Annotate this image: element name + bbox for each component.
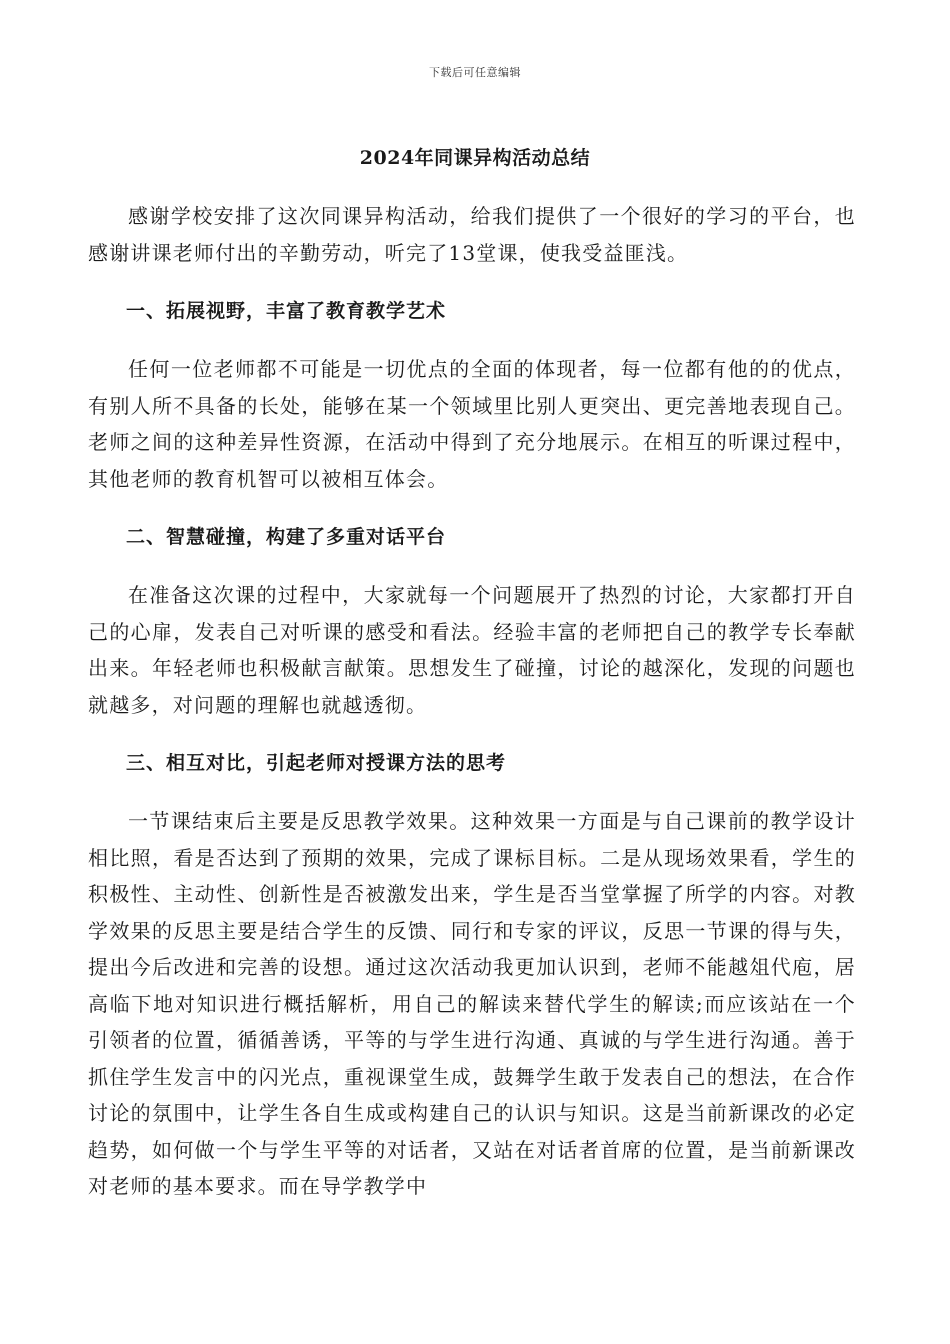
- intro-paragraph: 感谢学校安排了这次同课异构活动，给我们提供了一个很好的学习的平台，也感谢讲课老师付出的辛勤劳动，听完了13堂课，使我受益匪浅。: [88, 204, 856, 265]
- section-body-1: 任何一位老师都不可能是一切优点的全面的体现者，每一位都有他的的优点，有别人所不具备的长处，能够在某一个领域里比别人更突出、更完善地表现自己。老师之间的这种差异性资源，在活动中得到了充分地展示。在相互的听课过程中，其他老师的教育机智可以被相互体会。: [88, 357, 856, 491]
- section-heading-1: 一、拓展视野，丰富了教育教学艺术: [126, 300, 447, 322]
- header-note: 下载后可任意编辑: [429, 66, 521, 79]
- section-body-2: 在准备这次课的过程中，大家就每一个问题展开了热烈的讨论，大家都打开自己的心扉，发表自己对听课的感受和看法。经验丰富的老师把自己的教学专长奉献出来。年轻老师也积极献言献策。思想发生了碰撞，讨论的越深化，发现的问题也就越多，对问题的理解也就越透彻。: [88, 583, 856, 717]
- section-body-3: 一节课结束后主要是反思教学效果。这种效果一方面是与自己课前的教学设计相比照，看是否达到了预期的效果，完成了课标目标。二是从现场效果看，学生的积极性、主动性、创新性是否被激发出来，学生是否当堂掌握了所学的内容。对教学效果的反思主要是结合学生的反馈、同行和专家的评议，反思一节课的得与失，提出今后改进和完善的设想。通过这次活动我更加认识到，老师不能越俎代庖，居高临下地对知识进行概括解析，用自己的解读来替代学生的解读;而应该站在一个引领者的位置，循循善诱，平等的与学生进行沟通、真诚的与学生进行沟通。善于抓住学生发言中的闪光点，重视课堂生成，鼓舞学生敢于发表自己的想法，在合作讨论的氛围中，让学生各自生成或构建自己的认识与知识。这是当前新课改的必定趋势，如何做一个与学生平等的对话者，又站在对话者首席的位置，是当前新课改对老师的基本要求。而在导学教学中: [88, 809, 856, 1198]
- section-heading-3: 三、相互对比，引起老师对授课方法的思考: [126, 752, 507, 774]
- document-body: [88, 198, 856, 1205]
- section-heading-2: 二、智慧碰撞，构建了多重对话平台: [126, 526, 447, 548]
- document-title: 2024年同课异构活动总结: [359, 147, 591, 169]
